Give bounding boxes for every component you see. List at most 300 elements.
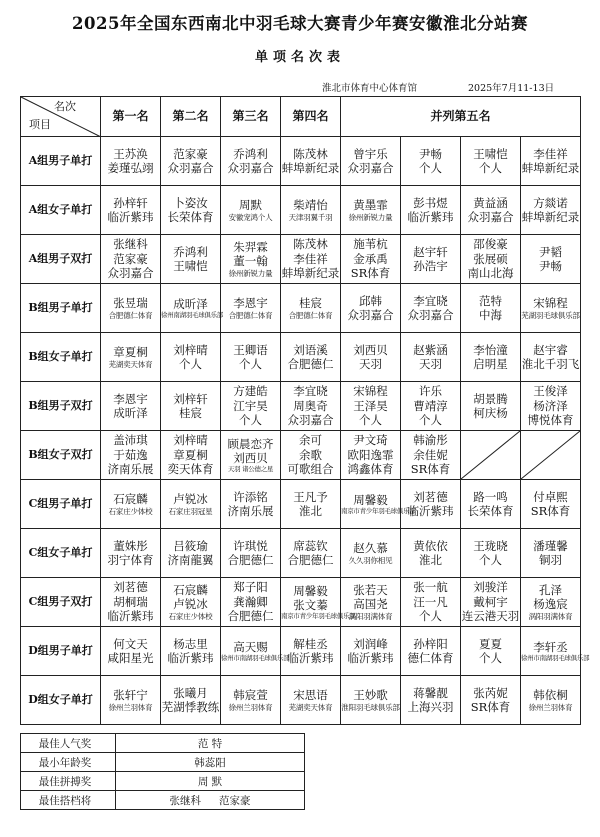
result-cell — [401, 186, 461, 235]
cell-affiliation: 淮阳羽毛球俱乐部 — [341, 702, 400, 712]
cell-name: 张曦月 — [173, 685, 208, 700]
cell-affiliation: 王啸恺 — [173, 259, 208, 273]
event-name: B组男子单打 — [21, 284, 101, 333]
cell-name: 路一鸣 — [473, 489, 508, 504]
result-cell — [161, 578, 221, 627]
cell-name: 吕筱瑜 — [173, 538, 208, 553]
cell-affiliation: 芜湖悸教练 — [161, 700, 220, 714]
table-row — [21, 333, 581, 382]
result-cell — [401, 578, 461, 627]
cell-affiliation: 徐州市南湖羽毛球俱乐部 — [221, 654, 290, 663]
award-name: 最佳拼搏奖 — [21, 772, 116, 791]
result-cell — [161, 676, 221, 725]
result-cell — [461, 578, 521, 627]
cell-name: 孔泽 — [539, 582, 562, 597]
cell-name: 许添铭 — [233, 489, 268, 504]
result-cell — [101, 480, 161, 529]
cell-name: 余佳妮 — [413, 447, 448, 462]
cell-name: 韩依桐 — [533, 688, 568, 703]
cell-affiliation: 众羽嘉合 — [467, 210, 514, 224]
cell-name: 潘瑾馨 — [533, 538, 568, 553]
cell-name: 顾晨恋齐 — [227, 436, 274, 451]
result-cell — [521, 529, 581, 578]
cell-name: 张展硕 — [473, 251, 508, 266]
result-cell — [221, 284, 281, 333]
cell-name: 周奥奇 — [293, 398, 328, 413]
cell-affiliation: 众羽嘉合 — [167, 161, 214, 175]
cell-name: 刘梓晴 — [173, 433, 208, 448]
result-cell — [401, 382, 461, 431]
cell-name: 陈茂林 — [293, 146, 328, 161]
table-row — [21, 480, 581, 529]
rank-header: 第二名 — [161, 97, 221, 137]
cell-name: 李恩宇 — [113, 391, 148, 406]
cell-name: 章夏桐 — [113, 345, 148, 360]
event-name: C组男子单打 — [21, 480, 101, 529]
cell-name: 方燚诺 — [533, 195, 568, 210]
cell-name: 张若天 — [353, 582, 388, 597]
cell-name: 胡桐瑞 — [113, 594, 148, 609]
result-cell — [281, 333, 341, 382]
cell-name: 李宜晓 — [293, 384, 328, 399]
cell-name: 柴靖怡 — [293, 198, 328, 213]
result-cell — [461, 627, 521, 676]
results-table — [20, 96, 590, 725]
result-cell — [521, 480, 581, 529]
cell-name: 董姝彤 — [113, 538, 148, 553]
cell-name: 陈茂林 — [293, 237, 328, 252]
cell-affiliation: 众羽嘉合 — [107, 266, 154, 281]
cell-name: 李怡潼 — [473, 342, 508, 357]
cell-affiliation: 临沂紫玮 — [107, 609, 154, 624]
cell-name: 卜姿汝 — [173, 195, 208, 210]
award-name: 最佳人气奖 — [21, 734, 116, 753]
cell-name: 高天赐 — [233, 639, 268, 654]
table-row — [21, 186, 581, 235]
cell-name: 石宸麟 — [173, 582, 208, 597]
result-cell — [521, 676, 581, 725]
cell-affiliation: 久久羽你相见 — [348, 555, 393, 565]
cell-name: 戴柯宇 — [473, 594, 508, 609]
cell-affiliation: 蚌埠新纪录 — [281, 266, 340, 281]
cell-affiliation: 徐州市南湖羽毛球俱乐部 — [521, 654, 590, 663]
cell-name: 余可 — [299, 433, 322, 448]
table-row — [21, 627, 581, 676]
table-row — [21, 235, 581, 284]
result-cell — [221, 186, 281, 235]
cell-name: 龚瀚卿 — [233, 594, 268, 609]
header-row — [21, 97, 581, 137]
cell-name: 刘梓轩 — [173, 391, 208, 406]
result-cell — [221, 431, 281, 480]
cell-affiliation: 临沂紫玮 — [107, 210, 154, 224]
result-cell — [521, 578, 581, 627]
rank-header: 第三名 — [221, 97, 281, 137]
cell-affiliation: 淮北 — [419, 553, 442, 567]
cell-affiliation: 涡阳羽满体育 — [348, 611, 393, 621]
corner-cell — [21, 97, 100, 136]
cell-name: 刘梓晴 — [173, 342, 208, 357]
header-corner — [21, 97, 101, 137]
result-cell — [401, 480, 461, 529]
result-cell — [221, 676, 281, 725]
cell-affiliation: 个人 — [239, 413, 262, 428]
award-name: 最小年龄奖 — [21, 753, 116, 772]
cell-name: 解桂丞 — [293, 636, 328, 651]
cell-name: 江宇昊 — [233, 398, 268, 413]
result-cell — [101, 284, 161, 333]
result-cell — [521, 333, 581, 382]
cell-name: 范特 — [479, 293, 502, 308]
cell-name: 王妙歌 — [353, 688, 388, 703]
cell-affiliation: 合肥德仁 — [227, 609, 274, 624]
cell-affiliation: 姜瑾弘翊 — [107, 161, 154, 175]
award-winners — [116, 734, 305, 753]
cell-name: 赵紫涵 — [413, 342, 448, 357]
cell-affiliation: 蚌埠新纪录 — [281, 161, 340, 175]
result-cell — [161, 137, 221, 186]
cell-name: 宋锦程 — [533, 296, 568, 311]
cell-name: 李宜晓 — [413, 293, 448, 308]
event-name: A组女子单打 — [21, 186, 101, 235]
cell-affiliation: SR体育 — [470, 700, 511, 714]
result-cell — [101, 186, 161, 235]
cell-affiliation: 羽宁体育 — [107, 553, 154, 567]
result-cell — [281, 578, 356, 627]
cell-name: 刘骏洋 — [473, 580, 508, 595]
rank-header: 第四名 — [281, 97, 341, 137]
cell-affiliation: 徐州南湖羽毛球俱乐部 — [161, 311, 224, 320]
result-cell — [101, 627, 161, 676]
cell-name: 尹畅 — [419, 146, 442, 161]
award-row — [21, 734, 305, 753]
result-cell — [281, 235, 341, 284]
cell-name: 李恩宇 — [233, 296, 268, 311]
result-cell — [401, 431, 461, 480]
result-cell — [161, 382, 221, 431]
cell-name: 杨逸宸 — [533, 597, 568, 612]
result-cell — [341, 284, 401, 333]
date-label: 2025年7月11-13日 — [468, 83, 555, 94]
cell-name: 高国尧 — [353, 597, 388, 612]
cell-name: 付卓熙 — [533, 489, 568, 504]
cell-affiliation: 尹畅 — [539, 259, 562, 273]
result-cell — [521, 186, 581, 235]
cell-name: 范家豪 — [113, 251, 148, 266]
cell-affiliation: 徐州兰羽体育 — [228, 702, 273, 712]
cell-name: 王卿语 — [233, 342, 268, 357]
table-row — [21, 137, 581, 186]
cell-name: 董一翰 — [233, 254, 268, 269]
cell-name: 余歌 — [299, 447, 322, 462]
table-row — [21, 676, 581, 725]
cell-name: 何文天 — [113, 636, 148, 651]
cell-name: 韩渝彤 — [413, 433, 448, 448]
cell-name: 于茹逸 — [113, 447, 148, 462]
cell-affiliation: 芜湖奕天体育 — [288, 702, 333, 712]
award-winner: 周 默 — [197, 775, 223, 788]
award-winner: 范家豪 — [219, 794, 251, 807]
cell-name: 王苏涣 — [113, 146, 148, 161]
cell-affiliation: 天羽 — [419, 357, 442, 371]
cell-name: 邵俊豪 — [473, 237, 508, 252]
cell-name: 乔鸿利 — [173, 244, 208, 259]
cell-name: 刘语溪 — [293, 342, 328, 357]
result-cell — [161, 333, 221, 382]
cell-name: 刘西贝 — [233, 450, 268, 465]
cell-name: 章夏桐 — [173, 447, 208, 462]
cell-name: 黄益涵 — [473, 195, 508, 210]
result-cell — [461, 284, 521, 333]
result-cell — [461, 137, 521, 186]
cell-affiliation: 徐州新锐力量 — [348, 212, 393, 222]
cell-affiliation: 桂宸 — [179, 406, 202, 420]
result-cell — [281, 382, 341, 431]
cell-name: 赵宇睿 — [533, 342, 568, 357]
result-cell — [341, 333, 401, 382]
cell-affiliation: SR体育 — [350, 266, 391, 281]
cell-name: 卢锐冰 — [173, 597, 208, 612]
event-name: D组女子单打 — [21, 676, 101, 725]
cell-affiliation: 济南龍翼 — [167, 553, 214, 567]
cell-affiliation: 济南乐展 — [227, 504, 274, 518]
result-cell — [161, 480, 221, 529]
result-cell — [221, 137, 281, 186]
cell-affiliation: 长荣体育 — [467, 504, 514, 518]
cell-affiliation: 个人 — [479, 161, 502, 175]
result-cell — [221, 235, 281, 284]
result-cell — [521, 137, 581, 186]
venue-label: 淮北市体育中心体育馆 — [322, 83, 418, 94]
result-cell — [101, 137, 161, 186]
cell-name: 朱羿霖 — [233, 239, 268, 254]
cell-name: 尹文琦 — [353, 433, 388, 448]
cell-affiliation: 临沂紫玮 — [407, 504, 454, 518]
cell-name: 刘茗德 — [413, 489, 448, 504]
cell-affiliation: 合肥德仁 — [227, 553, 274, 567]
cell-affiliation: 可歌组合 — [287, 462, 334, 477]
result-cell — [401, 137, 461, 186]
cell-affiliation: 柯庆杨 — [473, 406, 508, 420]
cell-name: 乔鸿利 — [233, 146, 268, 161]
cell-affiliation: 个人 — [479, 553, 502, 567]
result-cell — [341, 137, 401, 186]
result-cell — [401, 235, 461, 284]
event-name: B组女子单打 — [21, 333, 101, 382]
result-cell — [341, 382, 401, 431]
empty-cell — [461, 431, 521, 480]
cell-name: 周馨毅 — [353, 492, 388, 507]
cell-affiliation: 临沂紫玮 — [347, 651, 394, 665]
result-cell — [281, 529, 341, 578]
table-row — [21, 382, 581, 431]
cell-name: 席蕊钦 — [293, 538, 328, 553]
cell-affiliation: 芜湖羽毛球俱乐部 — [521, 310, 580, 320]
result-cell — [401, 627, 461, 676]
cell-name: 刘润峰 — [353, 636, 388, 651]
result-cell — [521, 382, 581, 431]
cell-affiliation: 合肥德仁体育 — [228, 310, 273, 320]
cell-name: 张芮妮 — [473, 685, 508, 700]
cell-affiliation: SR体育 — [530, 504, 571, 518]
result-cell — [461, 480, 521, 529]
cell-name: 周默 — [239, 198, 262, 213]
cell-name: 张文蓁 — [293, 597, 328, 612]
cell-name: 王珑晓 — [473, 538, 508, 553]
result-cell — [161, 431, 221, 480]
result-cell — [101, 578, 161, 627]
result-cell — [461, 186, 521, 235]
result-cell — [461, 529, 521, 578]
cell-affiliation: 众羽嘉合 — [407, 308, 454, 322]
cell-affiliation: 个人 — [179, 357, 202, 371]
result-cell — [461, 235, 521, 284]
cell-name: 王啸恺 — [473, 146, 508, 161]
cell-name: 李佳祥 — [533, 146, 568, 161]
cell-affiliation: 启明星 — [473, 357, 508, 371]
cell-affiliation: 淮北 — [299, 504, 322, 518]
cell-name: 成昕泽 — [173, 296, 208, 311]
cell-affiliation: 个人 — [419, 609, 442, 624]
cell-affiliation: 临沂紫玮 — [407, 210, 454, 224]
result-cell — [221, 333, 281, 382]
cell-name: 张继科 — [113, 237, 148, 252]
result-cell — [101, 529, 161, 578]
cell-affiliation: 天津羽翼千羽 — [288, 212, 333, 222]
cell-name: 张轩宁 — [113, 688, 148, 703]
cell-affiliation: 涡阳羽满体育 — [528, 611, 573, 621]
result-cell — [101, 676, 161, 725]
table-row — [21, 578, 581, 627]
cell-affiliation: 安徽宠鸿个人 — [228, 212, 273, 222]
award-winner: 范 特 — [197, 737, 223, 750]
cell-affiliation: 奕天体育 — [167, 462, 214, 477]
event-name: A组男子双打 — [21, 235, 101, 284]
cell-affiliation: 徐州新锐力量 — [228, 268, 273, 278]
result-cell — [281, 627, 341, 676]
result-cell — [521, 235, 581, 284]
cell-name: 黄墨霏 — [353, 198, 388, 213]
cell-name: 赵久慕 — [353, 541, 388, 556]
result-cell — [341, 480, 416, 529]
result-cell — [101, 431, 161, 480]
cell-affiliation: 临沂紫玮 — [287, 651, 334, 665]
cell-name: 张一航 — [413, 580, 448, 595]
cell-name: 王俊泽 — [533, 384, 568, 399]
rank-header: 第一名 — [101, 97, 161, 137]
cell-affiliation: 合肥德仁 — [287, 357, 334, 371]
event-name: B组女子双打 — [21, 431, 101, 480]
cell-name: 蒋馨靓 — [413, 685, 448, 700]
cell-name: 许乐 — [419, 384, 442, 399]
cell-affiliation: SR体育 — [410, 462, 451, 477]
award-name: 最佳搭档将 — [21, 791, 116, 810]
cell-affiliation: 成昕泽 — [113, 406, 148, 420]
cell-name: 宋锦程 — [353, 384, 388, 399]
cell-name: 胡景腾 — [473, 391, 508, 406]
cell-affiliation: 个人 — [479, 651, 502, 665]
result-cell — [281, 284, 341, 333]
award-row — [21, 772, 305, 791]
cell-affiliation: 博悦体育 — [527, 413, 574, 428]
event-name: D组男子单打 — [21, 627, 101, 676]
awards-table — [20, 733, 305, 810]
corner-item-label: 项目 — [29, 118, 51, 132]
result-cell — [101, 235, 161, 284]
cell-affiliation: 孙浩宇 — [413, 259, 448, 273]
award-row — [21, 753, 305, 772]
cell-name: 黄依依 — [413, 538, 448, 553]
result-cell — [161, 284, 224, 333]
result-cell — [161, 235, 221, 284]
result-cell — [281, 676, 341, 725]
cell-name: 孙梓阳 — [413, 636, 448, 651]
empty-cell-slash — [521, 431, 580, 479]
result-cell — [221, 627, 290, 676]
result-cell — [281, 431, 341, 480]
cell-affiliation: 石家庄少体校 — [168, 611, 213, 621]
table-row — [21, 529, 581, 578]
cell-affiliation: 临沂紫玮 — [167, 651, 214, 665]
cell-affiliation: 连云港天羽 — [461, 609, 520, 624]
cell-affiliation: 南京市青少年羽毛球俱乐部 — [281, 612, 356, 621]
cell-name: 宋思语 — [293, 688, 328, 703]
cell-affiliation: 德仁体育 — [407, 651, 454, 665]
cell-affiliation: 个人 — [359, 413, 382, 428]
cell-affiliation: 咸阳星光 — [107, 651, 154, 665]
cell-affiliation: 众羽嘉合 — [227, 161, 274, 175]
cell-affiliation: 铜羽 — [539, 553, 562, 567]
result-cell — [161, 627, 221, 676]
cell-name: 周馨毅 — [293, 583, 328, 598]
cell-name: 施苇杭 — [353, 237, 388, 252]
cell-affiliation: 个人 — [419, 161, 442, 175]
cell-name: 石宸麟 — [113, 492, 148, 507]
cell-name: 孙梓轩 — [113, 195, 148, 210]
cell-affiliation: 徐州兰羽体育 — [108, 702, 153, 712]
cell-name: 金承禹 — [353, 251, 388, 266]
cell-name: 曾宇乐 — [353, 146, 388, 161]
cell-name: 杨志里 — [173, 636, 208, 651]
award-winners — [116, 772, 305, 791]
result-cell — [161, 529, 221, 578]
cell-affiliation: 合肥德仁体育 — [108, 310, 153, 320]
result-cell — [401, 676, 461, 725]
cell-affiliation: 个人 — [419, 413, 442, 428]
result-cell — [281, 186, 341, 235]
result-cell — [461, 382, 521, 431]
cell-affiliation: 蚌埠新纪录 — [521, 210, 580, 224]
result-cell — [461, 333, 521, 382]
cell-name: 刘西贝 — [353, 342, 388, 357]
cell-affiliation: 南山北海 — [467, 266, 514, 281]
award-winners — [116, 791, 305, 810]
event-name: A组男子单打 — [21, 137, 101, 186]
cell-name: 李轩丞 — [533, 639, 568, 654]
result-cell — [221, 480, 281, 529]
cell-affiliation: 石家庄羽冠星 — [168, 506, 213, 516]
cell-name: 张昱瑞 — [113, 296, 148, 311]
cell-affiliation: 长荣体育 — [167, 210, 214, 224]
result-cell — [101, 333, 161, 382]
cell-affiliation: 众羽嘉合 — [347, 161, 394, 175]
cell-name: 韩宸萱 — [233, 688, 268, 703]
result-cell — [221, 382, 281, 431]
rank-header: 并列第五名 — [341, 97, 581, 137]
cell-name: 许琪悦 — [233, 538, 268, 553]
cell-name: 盖沛琪 — [113, 433, 148, 448]
cell-name: 李佳祥 — [293, 251, 328, 266]
